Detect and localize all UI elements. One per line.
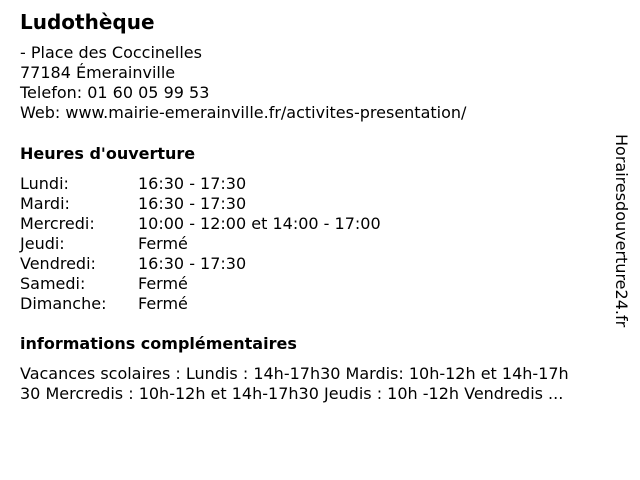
day-hours: 10:00 - 12:00 et 14:00 - 17:00	[138, 214, 381, 233]
site-watermark: Horairesdouverture24.fr	[612, 134, 631, 328]
day-label: Dimanche:	[20, 294, 107, 313]
street-address: - Place des Coccinelles	[20, 43, 202, 62]
day-label: Lundi:	[20, 174, 69, 193]
day-hours: 16:30 - 17:30	[138, 174, 247, 193]
day-label: Samedi:	[20, 274, 86, 293]
day-hours: Fermé	[138, 234, 188, 253]
day-hours: Fermé	[138, 274, 188, 293]
website-line: Web: www.mairie-emerainville.fr/activites-presentation/	[20, 103, 467, 122]
day-hours: 16:30 - 17:30	[138, 254, 247, 273]
city-address: 77184 Émerainville	[20, 63, 176, 82]
phone-line: Telefon: 01 60 05 99 53	[20, 83, 210, 102]
place-title: Ludothèque	[20, 10, 155, 34]
info-heading: informations complémentaires	[20, 334, 297, 353]
day-label: Jeudi:	[20, 234, 65, 253]
info-text: Vacances scolaires : Lundis : 14h-17h30 Mardis: 10h-12h et 14h-17h 30 Mercredis : 10h-12h et 14h-17h30 Jeudis : 10h -12h Vendredis ...	[20, 364, 569, 403]
day-label: Mercredi:	[20, 214, 95, 233]
day-label: Vendredi:	[20, 254, 96, 273]
day-hours: 16:30 - 17:30	[138, 194, 247, 213]
address-block	[20, 43, 466, 123]
day-hours: Fermé	[138, 294, 188, 313]
hours-heading: Heures d'ouverture	[20, 144, 196, 163]
day-label: Mardi:	[20, 194, 70, 213]
